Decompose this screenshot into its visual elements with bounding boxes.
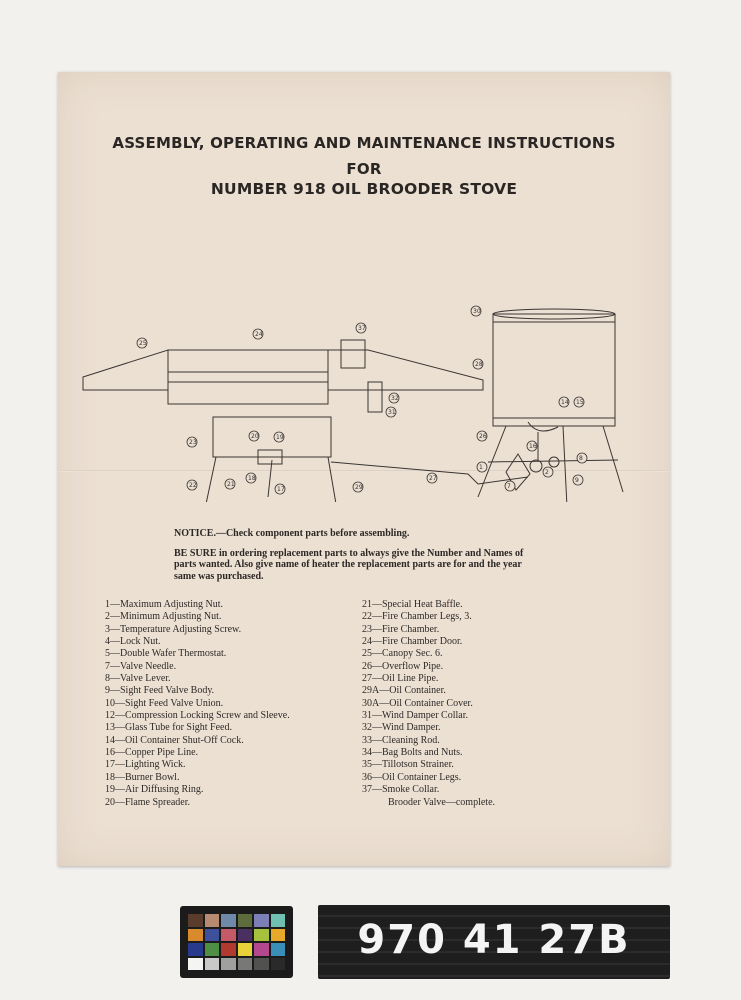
color-swatch <box>188 958 203 971</box>
callout-18: 18 <box>248 475 256 482</box>
part-item: 13—Glass Tube for Sight Feed. <box>105 722 232 734</box>
callout-9: 9 <box>575 477 579 484</box>
callout-24: 24 <box>255 331 263 338</box>
part-item: 36—Oil Container Legs. <box>362 771 462 783</box>
parts-list-right <box>362 599 612 809</box>
color-swatch <box>254 929 269 942</box>
callout-29: 29 <box>355 484 363 491</box>
callout-28: 28 <box>475 361 483 368</box>
color-swatch <box>238 929 253 942</box>
part-item: 18—Burner Bowl. <box>105 771 180 783</box>
color-swatch <box>238 958 253 971</box>
color-swatch <box>254 914 269 927</box>
notice-block <box>174 528 544 590</box>
callout-32: 32 <box>391 395 399 402</box>
part-item: 14—Oil Container Shut-Off Cock. <box>105 734 244 746</box>
callout-15: 15 <box>576 399 584 406</box>
diagram-callout-labels <box>139 308 584 493</box>
part-item: 29A—Oil Container. <box>362 685 446 697</box>
part-item: 26—Overflow Pipe. <box>362 660 444 672</box>
color-swatch <box>221 914 236 927</box>
instruction-sheet <box>58 72 670 866</box>
color-calibration-chart <box>180 906 293 978</box>
callout-17: 17 <box>277 486 285 493</box>
part-item: 4—Lock Nut. <box>105 636 161 648</box>
color-swatch <box>188 929 203 942</box>
part-item: 37—Smoke Collar. <box>362 784 440 796</box>
part-item: 21—Special Heat Baffle. <box>362 599 463 610</box>
callout-14: 14 <box>561 399 569 406</box>
color-swatch <box>205 914 220 927</box>
part-item: 5—Double Wafer Thermostat. <box>105 648 227 660</box>
callout-27: 27 <box>429 475 437 482</box>
part-item: 31—Wind Damper Collar. <box>362 710 468 722</box>
callout-25: 25 <box>139 340 147 347</box>
part-item: 34—Bag Bolts and Nuts. <box>362 747 463 759</box>
brooder-stove-diagram <box>58 222 670 502</box>
color-swatch <box>271 914 286 927</box>
callout-20: 20 <box>251 433 259 440</box>
color-swatch <box>205 943 220 956</box>
color-swatch <box>254 958 269 971</box>
title-line-1: ASSEMBLY, OPERATING AND MAINTENANCE INSTRUCTIONS <box>112 134 616 152</box>
oil-container-shape <box>493 314 615 426</box>
part-item: 17—Lighting Wick. <box>105 759 186 771</box>
part-item: 23—Fire Chamber. <box>362 623 440 635</box>
color-swatch <box>254 943 269 956</box>
title-line-3: NUMBER 918 OIL BROODER STOVE <box>210 180 518 198</box>
part-item: 22—Fire Chamber Legs, 3. <box>362 611 472 623</box>
callout-8: 8 <box>579 455 583 462</box>
callout-26: 26 <box>479 433 487 440</box>
part-item: 24—Fire Chamber Door. <box>362 636 463 648</box>
part-item: 33—Cleaning Rod. <box>362 734 440 746</box>
part-item-brooder-valve: Brooder Valve—complete. <box>388 796 496 808</box>
part-item: 19—Air Diffusing Ring. <box>105 784 204 796</box>
catalog-number: 970 41 27B <box>357 917 631 963</box>
fire-chamber-shape <box>213 417 331 457</box>
notice-check-parts: NOTICE.—Check component parts before assembling. <box>174 528 410 539</box>
part-item: 25—Canopy Sec. 6. <box>362 648 443 660</box>
color-swatch <box>221 958 236 971</box>
callout-22: 22 <box>189 482 197 489</box>
part-item: 2—Minimum Adjusting Nut. <box>105 611 222 623</box>
part-item: 8—Valve Lever. <box>105 673 171 685</box>
part-item: 16—Copper Pipe Line. <box>105 747 199 759</box>
canopy-right-shape <box>328 350 483 390</box>
part-item: 20—Flame Spreader. <box>105 796 190 808</box>
callout-1: 1 <box>479 464 483 471</box>
color-swatch <box>205 929 220 942</box>
part-item: 7—Valve Needle. <box>105 660 177 672</box>
color-swatch <box>221 929 236 942</box>
parts-list-left <box>105 599 345 809</box>
color-swatch <box>238 914 253 927</box>
title-line-2: FOR <box>346 160 382 178</box>
callout-31: 31 <box>388 409 396 416</box>
part-item: 12—Compression Locking Screw and Sleeve. <box>105 710 290 722</box>
part-item: 27—Oil Line Pipe. <box>362 673 439 685</box>
color-swatch <box>271 929 286 942</box>
part-item: 1—Maximum Adjusting Nut. <box>105 599 224 610</box>
part-item: 30A—Oil Container Cover. <box>362 697 473 709</box>
callout-37: 37 <box>358 325 366 332</box>
color-swatch <box>221 943 236 956</box>
canopy-body-shape <box>168 350 328 404</box>
callout-16: 16 <box>529 443 537 450</box>
callout-23: 23 <box>189 439 197 446</box>
color-swatch <box>188 943 203 956</box>
notice-be-sure: BE SURE in ordering replacement parts to always give the Number and Names of parts wanted. Also give name of heater the replacement parts are for and the year same was purchased. <box>174 547 524 582</box>
callout-30: 30 <box>473 308 481 315</box>
color-swatch-grid <box>188 914 285 970</box>
callout-7: 7 <box>507 483 511 490</box>
part-item: 10—Sight Feed Valve Union. <box>105 697 224 709</box>
part-item: 32—Wind Damper. <box>362 722 441 734</box>
callout-21: 21 <box>227 481 235 488</box>
callout-19: 19 <box>276 434 284 441</box>
smoke-collar-shape <box>341 340 365 368</box>
color-swatch <box>238 943 253 956</box>
part-item: 9—Sight Feed Valve Body. <box>105 685 215 697</box>
color-swatch <box>271 943 286 956</box>
color-swatch <box>188 914 203 927</box>
part-item: 3—Temperature Adjusting Screw. <box>105 623 242 635</box>
part-item: 35—Tillotson Strainer. <box>362 759 454 771</box>
callout-2: 2 <box>545 469 549 476</box>
catalog-number-board <box>318 905 670 979</box>
color-swatch <box>205 958 220 971</box>
canopy-left-shape <box>83 350 168 390</box>
color-swatch <box>271 958 286 971</box>
